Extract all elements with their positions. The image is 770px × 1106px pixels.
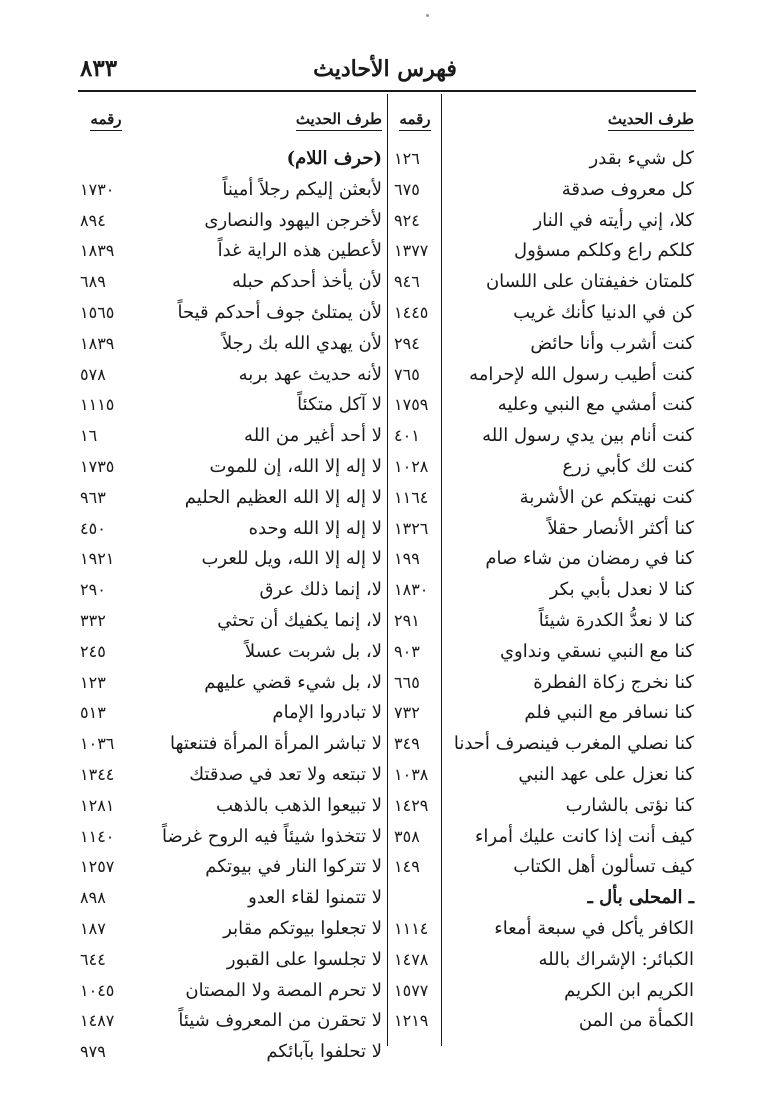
hadith-text: لأن يأخذ أحدكم حبله	[231, 271, 382, 293]
hadith-text: لا تبتعه ولا تعد في صدقتك	[189, 764, 382, 785]
hadith-text: لأخرجن اليهود والنصارى	[204, 209, 382, 231]
hadith-text: لا تجعلوا بيوتكم مقابر	[223, 918, 382, 939]
hadith-text: الكبائر: الإشراك بالله	[538, 948, 694, 970]
hadith-text: لا، بل شربت عسلاً	[244, 640, 382, 662]
hadith-number: ٢٩٤	[394, 333, 420, 353]
hadith-text: كلا، إني رأيته في النار	[533, 209, 694, 231]
hadith-text: كنت لك كأبي زرع	[562, 456, 694, 477]
hadith-number: ١٩٩	[394, 549, 420, 569]
hadith-number: ٧٣٢	[394, 703, 420, 723]
left_column-entry	[0, 267, 770, 297]
hadith-text: كلمتان خفيفتان على اللسان	[485, 271, 694, 293]
left_column-entry	[0, 544, 770, 574]
hadith-number: ٦٦٥	[394, 672, 420, 692]
left_column-entry	[0, 1006, 770, 1036]
hadith-text: لأبعثن إليكم رجلاً أميناً	[222, 178, 382, 200]
left-hadith-header	[156, 104, 382, 134]
hadith-text: لأنه حديث عهد بربه	[238, 363, 382, 385]
hadith-number: ١٧٣٥	[80, 457, 115, 476]
left_column-entry	[0, 360, 770, 390]
left_column-entry	[0, 1037, 770, 1067]
hadith-text: لأعطين هذه الراية غداً	[217, 240, 382, 262]
hadith-text: كنت نهيتكم عن الأشربة	[519, 486, 694, 508]
hadith-number: ٩٢٤	[394, 210, 420, 230]
hadith-text: لا إله إلا الله، ويل للعرب	[201, 548, 382, 570]
left_column-entry	[0, 236, 770, 266]
hadith-text: لا إله إلا الله، إن للموت	[209, 456, 382, 477]
hadith-text: كل شيء بقدر	[589, 148, 694, 169]
right-number-header-label: رقمه	[399, 110, 430, 131]
left_column-entry	[0, 791, 770, 821]
hadith-number: ١٠٣٨	[394, 765, 429, 784]
hadith-number: ٩٤٦	[394, 272, 420, 292]
hadith-text: كيف تسألون أهل الكتاب	[513, 856, 694, 878]
hadith-text: لا، إنما ذلك عرق	[259, 579, 382, 601]
section-heading-text: ـ المحلى بأل ـ	[587, 887, 694, 909]
hadith-number: ٧٦٥	[394, 364, 420, 384]
right-number-header	[393, 104, 437, 134]
hadith-number: ١٢٦	[394, 149, 420, 168]
hadith-number: ٦٤٤	[80, 949, 106, 969]
hadith-number: ٩٧٩	[80, 1042, 106, 1062]
hadith-text: كنت أطيب رسول الله لإحرامه	[469, 363, 694, 385]
hadith-number: ١٧٣٠	[80, 179, 115, 199]
hadith-number: ٦٨٩	[80, 272, 106, 292]
header-rule	[78, 90, 696, 92]
left_column-entry	[0, 637, 770, 667]
left_column-entry	[0, 575, 770, 605]
hadith-number: ١٨٣٩	[80, 241, 115, 261]
hadith-number: ١٥٧٧	[394, 980, 429, 1000]
hadith-number: ١٨٣٩	[80, 333, 115, 353]
left_column-entry	[0, 329, 770, 359]
hadith-number: ١٧٥٩	[394, 395, 429, 415]
hadith-number: ١٨٣٠	[394, 580, 429, 600]
hadith-number: ١٩٢١	[80, 549, 115, 569]
hadith-number: ٤٥٠	[80, 518, 106, 538]
hadith-number: ١١١٤	[394, 919, 429, 938]
hadith-text: كن في الدنيا كأنك غريب	[513, 302, 694, 323]
left_column-entry	[0, 298, 770, 328]
left-hadith-header-label: طرف الحديث	[296, 110, 382, 131]
hadith-text: لأن يمتلئ جوف أحدكم قيحاً	[177, 302, 382, 323]
hadith-text: كنا لا نعدُّ الكدرة شيئاً	[538, 610, 694, 631]
hadith-number: ٩٦٣	[80, 487, 106, 507]
hadith-number: ٨٩٤	[80, 210, 106, 230]
hadith-number: ٩٠٣	[394, 641, 420, 661]
hadith-text: الكريم ابن الكريم	[564, 979, 694, 1001]
hadith-number: ٦٧٥	[394, 179, 420, 199]
print-speck	[426, 14, 429, 17]
hadith-text: لا تتمنوا لقاء العدو	[248, 887, 382, 909]
left_column-entry	[0, 822, 770, 852]
hadith-text: كلكم راع وكلكم مسؤول	[514, 240, 694, 262]
left_column-entry	[0, 452, 770, 482]
hadith-text: لا إله إلا الله وحده	[248, 517, 382, 539]
hadith-text: لا تبادروا الإمام	[272, 702, 382, 724]
hadith-text: كنا لا نعدل بأبي بكر	[549, 579, 694, 601]
hadith-number: ١٢٨١	[80, 795, 115, 815]
hadith-number: ١٠٣٦	[80, 734, 115, 754]
hadith-text: كيف أنت إذا كانت عليك أمراء	[474, 825, 694, 847]
hadith-number: ١٠٢٨	[394, 457, 429, 476]
left_column-entry	[0, 514, 770, 544]
hadith-number: ١٤٤٥	[394, 303, 429, 322]
section-heading-text: (حرف اللام)	[286, 148, 382, 169]
hadith-number: ١٤٧٨	[394, 949, 429, 969]
left_column-entry	[0, 668, 770, 698]
hadith-text: لا تتخذوا شيئاً فيه الروح غرضاً	[161, 825, 382, 847]
hadith-number: ١٥٦٥	[80, 303, 115, 322]
hadith-number: ١١٦٤	[394, 487, 429, 507]
hadith-text: لا، بل شيء قضي عليهم	[204, 671, 382, 693]
right-hadith-header	[450, 104, 694, 134]
page-number: ٨٣٣	[80, 55, 118, 82]
left_column-entry	[0, 206, 770, 236]
hadith-text: لا تباشر المرأة المرأة فتنعتها	[170, 733, 382, 755]
hadith-text: لا، إنما يكفيك أن تحثي	[217, 610, 382, 631]
left_column-entry	[0, 729, 770, 759]
hadith-number: ٣٥٨	[394, 826, 420, 846]
hadith-number: ٨٩٨	[80, 888, 106, 908]
hadith-text: كنا نؤتى بالشارب	[565, 794, 694, 816]
hadith-number: ٢٩١	[394, 611, 420, 630]
hadith-number: ١٠٤٥	[80, 980, 115, 1000]
hadith-number: ٤٠١	[394, 426, 420, 446]
hadith-number: ١٣٤٤	[80, 765, 115, 784]
hadith-text: كنت أنام بين يدي رسول الله	[482, 425, 694, 447]
hadith-text: لا إله إلا الله العظيم الحليم	[184, 486, 382, 508]
left_column-entry	[0, 483, 770, 513]
hadith-text: لا تحقرن من المعروف شيئاً	[178, 1010, 382, 1032]
hadith-number: ١٢٣	[80, 672, 106, 692]
hadith-number: ١٤٢٩	[394, 795, 429, 815]
hadith-text: كنا أكثر الأنصار حقلاً	[547, 517, 694, 539]
left_column-entry	[0, 852, 770, 882]
hadith-text: لا أحد أغير من الله	[244, 425, 382, 447]
hadith-text: كنا نخرج زكاة الفطرة	[533, 671, 694, 693]
hadith-number: ٥٧٨	[80, 364, 106, 384]
hadith-number: ١٢٥٧	[80, 857, 115, 877]
left_column-entry	[0, 945, 770, 975]
hadith-text: كنا مع النبي نسقي ونداوي	[499, 640, 694, 662]
left_column-entry	[0, 914, 770, 944]
hadith-text: لا آكل متكئاً	[297, 394, 382, 416]
hadith-text: كنا نعزل على عهد النبي	[518, 764, 694, 785]
hadith-text: كنا نصلي المغرب فينصرف أحدنا	[453, 733, 694, 755]
hadith-number: ٢٤٥	[80, 641, 106, 661]
hadith-text: لا تحلفوا بآبائكم	[266, 1041, 382, 1063]
hadith-number: ١١١٥	[80, 395, 115, 415]
hadith-number: ١٦	[80, 426, 98, 446]
left_column-entry	[0, 976, 770, 1006]
hadith-number: ١٤٩	[394, 857, 420, 877]
hadith-text: لا تبيعوا الذهب بالذهب	[216, 794, 382, 816]
hadith-text: الكافر يأكل في سبعة أمعاء	[494, 918, 694, 939]
page-title: فهرس الأحاديث	[313, 56, 457, 82]
hadith-number: ١٤٨٧	[80, 1011, 115, 1031]
hadith-number: ١١٤٠	[80, 826, 115, 846]
hadith-number: ١٣٢٦	[394, 518, 429, 538]
right-hadith-header-label: طرف الحديث	[608, 110, 694, 131]
hadith-number: ٢٩٠	[80, 580, 106, 600]
hadith-text: كنت أشرب وأنا حائض	[530, 332, 694, 354]
left_column-entry	[0, 698, 770, 728]
hadith-text: الكمأة من المن	[578, 1010, 694, 1032]
hadith-text: كل معروف صدقة	[561, 178, 694, 200]
hadith-text: لا تحرم المصة ولا المصتان	[185, 979, 382, 1001]
left-number-header-label: رقمه	[90, 110, 121, 131]
hadith-number: ١٨٧	[80, 919, 106, 938]
left_column-entry	[0, 175, 770, 205]
hadith-text: كنت أمشي مع النبي وعليه	[497, 394, 694, 416]
left-number-header	[76, 104, 136, 134]
hadith-text: لأن يهدي الله بك رجلاً	[221, 332, 382, 354]
left_column-entry	[0, 390, 770, 420]
left_column-section-heading	[0, 144, 770, 174]
left_column-entry	[0, 760, 770, 790]
hadith-text: كنا في رمضان من شاء صام	[485, 548, 694, 570]
hadith-text: لا تتركوا النار في بيوتكم	[205, 856, 382, 878]
left_column-entry	[0, 606, 770, 636]
hadith-number: ٣٣٢	[80, 611, 106, 630]
left_column-entry	[0, 883, 770, 913]
hadith-number: ٣٤٩	[394, 734, 420, 754]
hadith-text: كنا نسافر مع النبي فلم	[524, 702, 694, 724]
hadith-number: ١٢١٩	[394, 1011, 429, 1031]
hadith-text: لا تجلسوا على القبور	[226, 948, 382, 970]
hadith-number: ٥١٣	[80, 703, 106, 723]
left_column-entry	[0, 421, 770, 451]
hadith-number: ١٣٧٧	[394, 241, 429, 261]
